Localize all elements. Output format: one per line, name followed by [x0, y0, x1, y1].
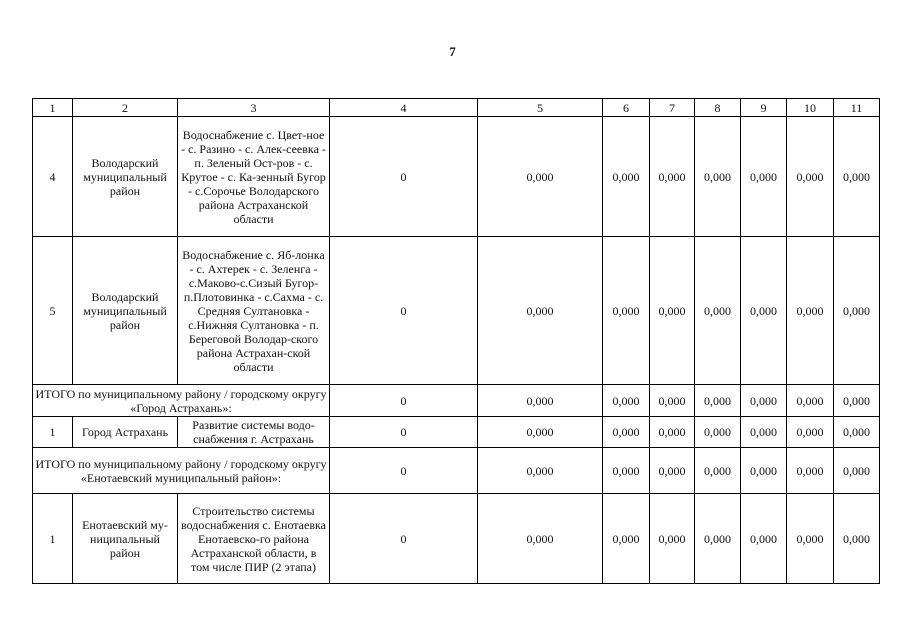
- value-cell: 0,000: [834, 237, 880, 385]
- value-cell: 0,000: [478, 417, 603, 448]
- value-cell: 0,000: [603, 117, 650, 237]
- value-cell: 0,000: [695, 494, 741, 584]
- row-number: 4: [33, 117, 73, 237]
- col-header: 8: [695, 99, 741, 117]
- value-cell: 0,000: [603, 494, 650, 584]
- row-number: 5: [33, 237, 73, 385]
- value-cell: 0,000: [478, 385, 603, 417]
- value-cell: 0,000: [478, 494, 603, 584]
- total-label: ИТОГО по муниципальному району / городскому округу «Город Астрахань»:: [33, 385, 330, 417]
- col-header: 6: [603, 99, 650, 117]
- col-header: 1: [33, 99, 73, 117]
- value-cell: 0,000: [650, 385, 695, 417]
- value-cell: 0,000: [741, 385, 787, 417]
- total-row: [33, 448, 880, 494]
- row-number: 1: [33, 417, 73, 448]
- value-cell: 0: [330, 417, 478, 448]
- value-cell: 0,000: [787, 117, 834, 237]
- value-cell: 0,000: [603, 237, 650, 385]
- table-row: [33, 417, 880, 448]
- value-cell: 0: [330, 237, 478, 385]
- value-cell: 0,000: [603, 417, 650, 448]
- project-description: Строительство системы водоснабжения с. Енотаевка Енотаевско-го района Астраханской области, в том числе ПИР (2 этапа): [178, 494, 330, 584]
- row-number: 1: [33, 494, 73, 584]
- value-cell: 0,000: [834, 385, 880, 417]
- value-cell: 0,000: [695, 417, 741, 448]
- col-header: 7: [650, 99, 695, 117]
- total-label: ИТОГО по муниципальному району / городскому округу «Енотаевский муниципальный район»:: [33, 448, 330, 494]
- value-cell: 0,000: [787, 385, 834, 417]
- col-header: 9: [741, 99, 787, 117]
- value-cell: 0: [330, 448, 478, 494]
- value-cell: 0: [330, 494, 478, 584]
- district-name: Володарский муниципальный район: [73, 237, 178, 385]
- program-table: [32, 98, 880, 584]
- district-name: Город Астрахань: [73, 417, 178, 448]
- value-cell: 0,000: [834, 494, 880, 584]
- value-cell: 0,000: [695, 117, 741, 237]
- col-header: 2: [73, 99, 178, 117]
- value-cell: 0,000: [478, 448, 603, 494]
- value-cell: 0,000: [834, 417, 880, 448]
- value-cell: 0,000: [695, 448, 741, 494]
- value-cell: 0,000: [834, 448, 880, 494]
- value-cell: 0,000: [650, 448, 695, 494]
- value-cell: 0,000: [695, 385, 741, 417]
- value-cell: 0,000: [650, 494, 695, 584]
- value-cell: 0,000: [741, 237, 787, 385]
- table-row: [33, 117, 880, 237]
- district-name: Володарский муниципальный район: [73, 117, 178, 237]
- page-number: 7: [449, 44, 456, 59]
- table-row: [33, 237, 880, 385]
- table-row: [33, 494, 880, 584]
- value-cell: 0: [330, 117, 478, 237]
- value-cell: 0,000: [834, 117, 880, 237]
- value-cell: 0,000: [787, 417, 834, 448]
- col-header: 4: [330, 99, 478, 117]
- col-header: 5: [478, 99, 603, 117]
- total-row: [33, 385, 880, 417]
- value-cell: 0,000: [741, 117, 787, 237]
- value-cell: 0,000: [603, 448, 650, 494]
- col-header: 11: [834, 99, 880, 117]
- value-cell: 0,000: [787, 494, 834, 584]
- value-cell: 0,000: [741, 417, 787, 448]
- value-cell: 0,000: [478, 117, 603, 237]
- value-cell: 0,000: [787, 237, 834, 385]
- project-description: Водоснабжение с. Яб-лонка - с. Ахтерек - с. Зеленга - с.Маково-с.Сизый Бугор-п.Плотовинка - с.Сахма - с. Средняя Султановка - с.Нижняя Султановка - п. Береговой Володар-ского района Астрахан-ской области: [178, 237, 330, 385]
- value-cell: 0,000: [741, 448, 787, 494]
- value-cell: 0,000: [603, 385, 650, 417]
- column-number-row: [33, 99, 880, 117]
- value-cell: 0,000: [695, 237, 741, 385]
- project-description: Водоснабжение с. Цвет-ное - с. Разино - с. Алек-сеевка - п. Зеленый Ост-ров - с. Крутое - с. Ка-зенный Бугор - с.Сорочье Володарского района Астраханской области: [178, 117, 330, 237]
- district-name: Енотаевский му-ниципальный район: [73, 494, 178, 584]
- col-header: 3: [178, 99, 330, 117]
- project-description: Развитие системы водо-снабжения г. Астрахань: [178, 417, 330, 448]
- col-header: 10: [787, 99, 834, 117]
- value-cell: 0,000: [650, 117, 695, 237]
- value-cell: 0,000: [741, 494, 787, 584]
- value-cell: 0,000: [478, 237, 603, 385]
- value-cell: 0,000: [650, 417, 695, 448]
- value-cell: 0,000: [650, 237, 695, 385]
- value-cell: 0,000: [787, 448, 834, 494]
- value-cell: 0: [330, 385, 478, 417]
